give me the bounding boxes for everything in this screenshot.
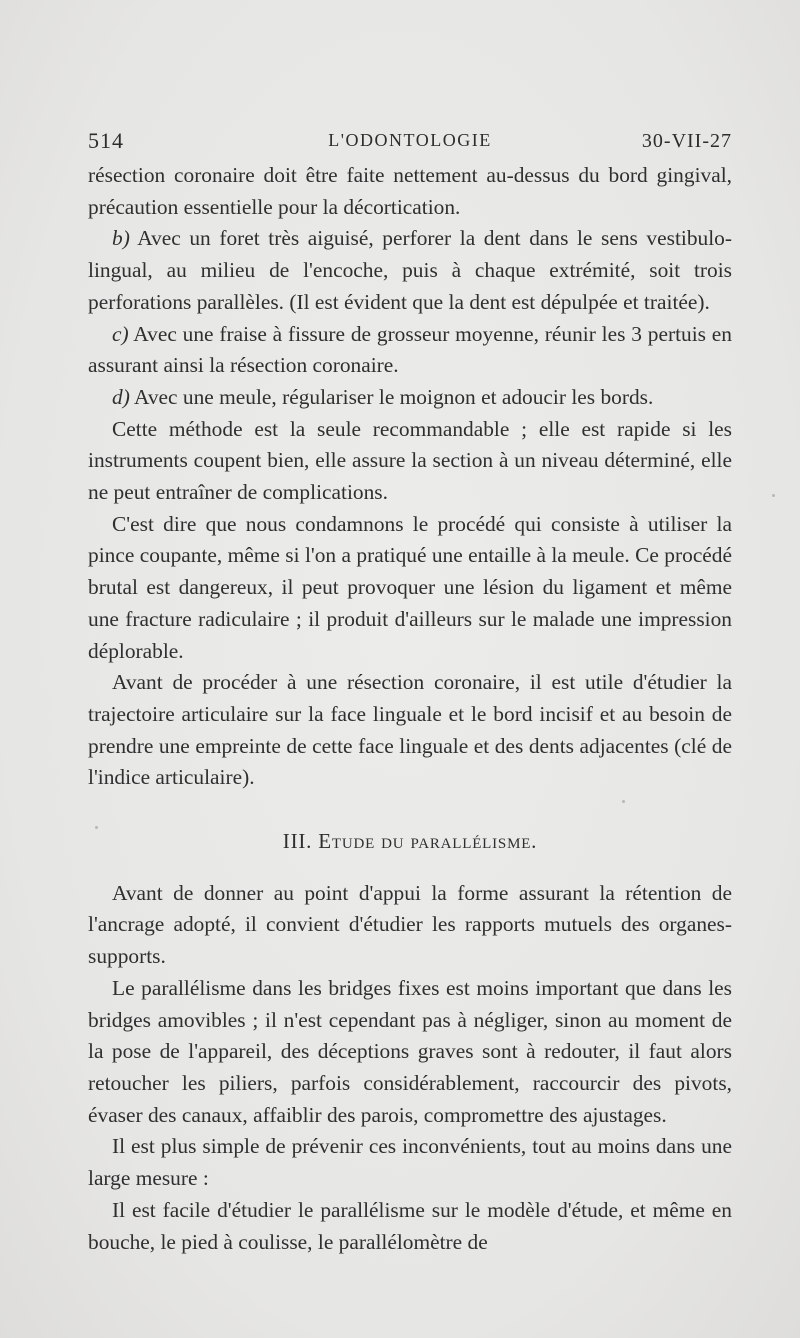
issue-date: 30-VII-27 — [641, 130, 732, 152]
paragraph-prevenir: Il est plus simple de prévenir ces inconvénients, tout au moins dans une large mesure : — [88, 1134, 732, 1191]
step-marker: d) — [112, 384, 130, 409]
paragraph-text: Avec un foret très aiguisé, perforer la dent dans le sens vestibulo-lingual, au milieu de l'encoche, puis à chaque extrémité, soit trois perforations parallèles. (Il est évident que la dent est dépulpée et traitée). — [88, 226, 732, 314]
section-heading: III. Etude du parallélisme. — [282, 829, 538, 854]
paragraph-etudier: Il est facile d'étudier le parallélisme sur le modèle d'étude, et même en bouche, le pied à coulisse, le parallélomètre de — [88, 1197, 732, 1254]
paragraph-resection: Avant de procéder à une résection coronaire, il est utile d'étudier la trajectoire articulaire sur la face linguale et le bord incisif et au besoin de prendre une empreinte de cette face linguale et des dents adjacentes (clé de l'indice articulaire). — [88, 670, 732, 790]
paragraph-continuation: résection coronaire doit être faite nettement au-dessus du bord gingival, précaution essentielle pour la décortication. — [88, 163, 732, 219]
paragraph-step-b — [88, 223, 732, 318]
page-header — [88, 128, 732, 158]
paper-speck — [622, 800, 625, 803]
paragraph-text: Avec une fraise à fissure de grosseur moyenne, réunir les 3 pertuis en assurant ainsi la résection coronaire. — [88, 321, 732, 378]
step-marker: c) — [112, 321, 129, 346]
paragraph-parallelisme: Le parallélisme dans les bridges fixes est moins important que dans les bridges amovibles ; il n'est cependant pas à négliger, sinon au moment de la pose de l'appareil, des déceptions graves sont à redouter, il faut alors retoucher les piliers, parfois considérablement, raccourcir des pivots, évaser des canaux, affaiblir des parois, compromettre des ajustages. — [88, 975, 732, 1127]
page-number: 514 — [88, 128, 124, 153]
step-marker: b) — [112, 226, 130, 251]
paragraph-ancrage: Avant de donner au point d'appui la forme assurant la rétention de l'ancrage adopté, il convient d'étudier les rapports mutuels des organes-supports. — [88, 880, 732, 969]
paragraph-pince: C'est dire que nous condamnons le procédé qui consiste à utiliser la pince coupante, même si l'on a pratiqué une entaille à la meule. Ce procédé brutal est dangereux, il peut provoquer une lésion du ligament et même une fracture radiculaire ; il produit d'ailleurs sur le malade une impression déplorable. — [88, 511, 732, 663]
paragraph-step-d — [88, 382, 732, 414]
paper-speck — [772, 494, 775, 497]
paragraph-text: Avec une meule, régulariser le moignon et adoucir les bords. — [129, 384, 654, 409]
paragraph-method: Cette méthode est la seule recommandable ; elle est rapide si les instruments coupent bien, elle assure la section à un niveau déterminé, elle ne peut entraîner de complications. — [88, 416, 732, 505]
body-text — [88, 160, 732, 1258]
running-title: L'ODONTOLOGIE — [328, 130, 492, 150]
paragraph-step-c — [88, 319, 732, 382]
paper-speck — [95, 826, 98, 829]
